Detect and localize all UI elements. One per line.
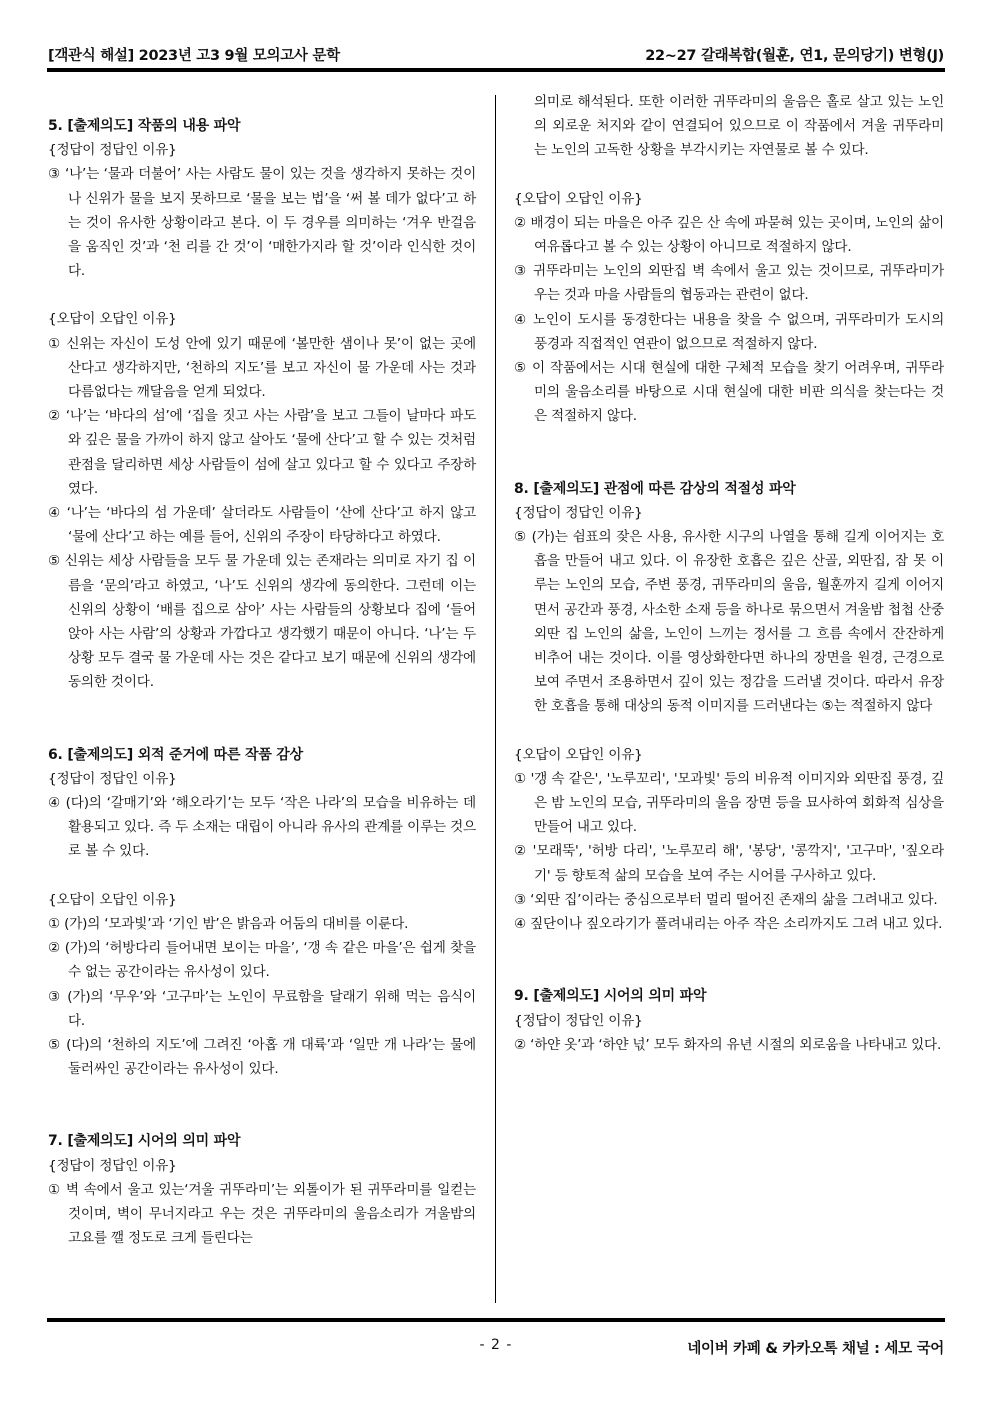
answer-item: ④ ‘나’는 ‘바다의 섬 가운데’ 살더라도 사람들이 ‘산에 산다’고 하지 않고 ‘물에 산다’고 하는 예를 들어, 신위의 주장이 타당하다고 하였다. [48,505,476,546]
answer-item: ② ‘나’는 ‘바다의 섬’에 ‘집을 짓고 사는 사람’을 보고 그들이 날마다 파도와 깊은 물을 가까이 하지 않고 살아도 ‘물에 산다’고 할 수 있는 것처럼 관점을 달리하면 세상 사람들이 섬에 살고 있다고 할 수 있다고 주장하였다. [48,408,476,497]
spacer [514,163,944,187]
answer-item: ① 신위는 자신이 도성 안에 있기 때문에 ‘볼만한 샘이나 못’이 없는 곳에 산다고 생각하지만, ‘천하의 지도’를 보고 자신이 물 가운데 사는 것과 다름없다는 깨달음을 얻게 되었다. [48,335,476,401]
spacer [48,719,476,743]
spacer [48,1081,476,1105]
answer-item: ④ 노인이 도시를 동경한다는 내용을 찾을 수 없으며, 귀뚜라미가 도시의 풍경과 직접적인 연관이 없으므로 적절하지 않다. [514,311,944,352]
answer-item: ② (가)의 ‘허방다리 들어내면 보이는 마을’, ‘갱 속 같은 마을’은 쉽게 찾을 수 없는 공간이라는 유사성이 있다. [48,940,476,981]
section-title: 8. [출제의도] 관점에 따른 감상의 적절성 파악 [514,480,796,497]
section-label: {정답이 정답인 이유} [48,1157,177,1174]
answer-item: ① (가)의 ‘모과빛’과 ‘기인 밤’은 밝음과 어둠의 대비를 이룬다. [48,915,409,932]
answer-item: ③ ‘나’는 ‘물과 더불어’ 사는 사람도 물이 있는 것을 생각하지 못하는 것이나 신위가 물을 보지 못하므로 ‘물을 보는 법’을 ‘써 볼 데가 없다’고 하는 것이 유사한 상황이라고 본다. 이 두 경우를 의미하는 ‘겨우 반걸음을 움직인 것’과 ‘천 리를 간 것’이 ‘매한가지라 할 것’이라 인식한 것이다. [48,166,476,280]
spacer [514,453,944,477]
answer-item: ⑤ 신위는 세상 사람들을 모두 물 가운데 있는 존재라는 의미로 자기 집 이름을 ‘문의’라고 하였고, ‘나’도 신위의 생각에 동의한다. 그런데 이는 신위의 상황이 ‘배를 집으로 삼아’ 사는 사람들의 상황보다 집에 ‘들어앉아 사는 사람’의 상황과 가깝다고 생각했기 때문이 아니다. ‘나’는 두 상황 모두 결국 물 가운데 사는 것은 같다고 보기 때문에 신위의 생각에 동의한 것이다. [48,553,476,691]
spacer [514,936,944,960]
spacer [514,719,944,743]
spacer [48,864,476,888]
answer-item: ① '갱 속 같은', '노루꼬리', '모과빛' 등의 비유적 이미지와 외딴집 풍경, 깊은 밤 노인의 모습, 귀뚜라미의 울음 장면 등을 묘사하여 회화적 심상을 만들어 내고 있다. [514,770,944,836]
header-subtitle: 22~27 갈래복합(월훈, 연1, 문의당기) 변형(J) [645,48,944,64]
answer-item: ③ (가)의 ‘무우’와 ‘고구마’는 노인이 무료함을 달래기 위해 먹는 음식이다. [48,988,476,1029]
answer-item: ⑤ (가)는 쉼표의 잦은 사용, 유사한 시구의 나열을 통해 길게 이어지는 호흡을 만들어 내고 있다. 이 유장한 호흡은 깊은 산골, 외딴집, 잠 못 이루는 노인의 모습, 주변 풍경, 귀뚜라미의 울음, 월훈까지 길게 이어지면서 공간과 풍경, 사소한 소재 등을 하나로 묶으면서 겨울밤 첩첩 산중 외딴 집 노인의 삶을, 노인이 느끼는 정서를 그 흐름 속에서 잔잔하게 비추어 내는 것이다. 이를 영상화한다면 하나의 장면을 원경, 근경으로 보여 주면서 조용하면서 깊이 있는 정감을 드러낼 것이다. 따라서 유장한 호흡을 통해 대상의 동적 이미지를 드러낸다는 ⑤는 적절하지 않다 [514,529,944,715]
section-label: {정답이 정답인 이유} [514,504,643,521]
spacer [48,695,476,719]
answer-item: ④ 짚단이나 짚오라기가 풀려내리는 아주 작은 소리까지도 그려 내고 있다. [514,916,943,933]
answer-item: ⑤ 이 작품에서는 시대 현실에 대한 구체적 모습을 찾기 어려우며, 귀뚜라미의 울음소리를 바탕으로 시대 현실에 대한 비판 의식을 찾는다는 것은 적절하지 않다. [514,360,944,425]
spacer [514,429,944,453]
section-title: 6. [출제의도] 외적 준거에 따른 작품 감상 [48,746,303,763]
answer-item: ② '모래뚝', '허방 다리', '노루꼬리 해', '봉당', '콩깍지', '고구마', '짚오라기' 등 향토적 삶의 모습을 보여 주는 시어를 구사하고 있다. [514,843,944,884]
bottom-rule [47,1318,945,1322]
footer-channel: 네이버 카페 & 카카오톡 채널 : 세모 국어 [687,1341,944,1357]
section-label: {정답이 정답인 이유} [514,1012,643,1029]
spacer [48,1105,476,1129]
spacer [514,960,944,984]
left-column [48,90,476,1250]
section-label: {오답이 오답인 이유} [48,311,177,328]
spacer [48,90,476,114]
section-title: 5. [출제의도] 작품의 내용 파악 [48,118,241,134]
section-label: {오답이 오답인 이유} [514,190,643,207]
answer-item: ⑤ (다)의 ‘천하의 지도’에 그려진 ‘아홉 개 대륙’과 ‘일만 개 나라’는 물에 둘러싸인 공간이라는 유사성이 있다. [48,1036,476,1078]
right-column [514,90,944,1057]
answer-item: ③ ‘외딴 집’이라는 중심으로부터 멀리 떨어진 존재의 삶을 그려내고 있다. [514,891,938,908]
column-divider [495,95,496,1303]
answer-item: ② 배경이 되는 마을은 아주 깊은 산 속에 파묻혀 있는 곳이며, 노인의 삶이 여유롭다고 볼 수 있는 상황이 아니므로 적절하지 않다. [514,214,944,256]
section-title: 9. [출제의도] 시어의 의미 파악 [514,988,707,1005]
section-label: {정답이 정답인 이유} [48,770,177,787]
answer-item: ② ‘하얀 옷’과 ‘하얀 넋’ 모두 화자의 유년 시절의 외로움을 나타내고 있다. [514,1036,942,1053]
answer-item: ① 벽 속에서 울고 있는‘겨울 귀뚜라미’는 외톨이가 된 귀뚜라미를 일컫는 것이며, 벽이 무너지라고 우는 것은 귀뚜라미의 울음소리가 겨울밤의 고요를 깰 정도로 크게 들린다는 [48,1181,476,1247]
page-number: - 2 - [479,1337,513,1353]
section-title: 7. [출제의도] 시어의 의미 파악 [48,1133,241,1150]
section-label: {오답이 오답인 이유} [48,891,177,908]
section-label: {정답이 정답인 이유} [48,142,177,159]
section-label: {오답이 오답인 이유} [514,746,643,763]
header-title: [객관식 해설] 2023년 고3 9월 모의고사 문학 [48,48,340,64]
top-rule [47,68,945,72]
continued-paragraph: 의미로 해석된다. 또한 이러한 귀뚜라미의 울음은 홀로 살고 있는 노인의 외로운 처지와 같이 연결되어 있으므로 이 작품에서 겨울 귀뚜라미는 노인의 고독한 상황을 부각시키는 자연물로 볼 수 있다. [534,94,944,159]
answer-item: ④ (다)의 ‘갈매기’와 ‘해오라기’는 모두 ‘작은 나라’의 모습을 비유하는 데 활용되고 있다. 즉 두 소재는 대립이 아니라 유사의 관계를 이루는 것으로 볼 수 있다. [48,795,476,860]
spacer [48,283,476,307]
answer-item: ③ 귀뚜라미는 노인의 외딴집 벽 속에서 울고 있는 것이므로, 귀뚜라미가 우는 것과 마을 사람들의 협동과는 관련이 없다. [514,263,944,304]
